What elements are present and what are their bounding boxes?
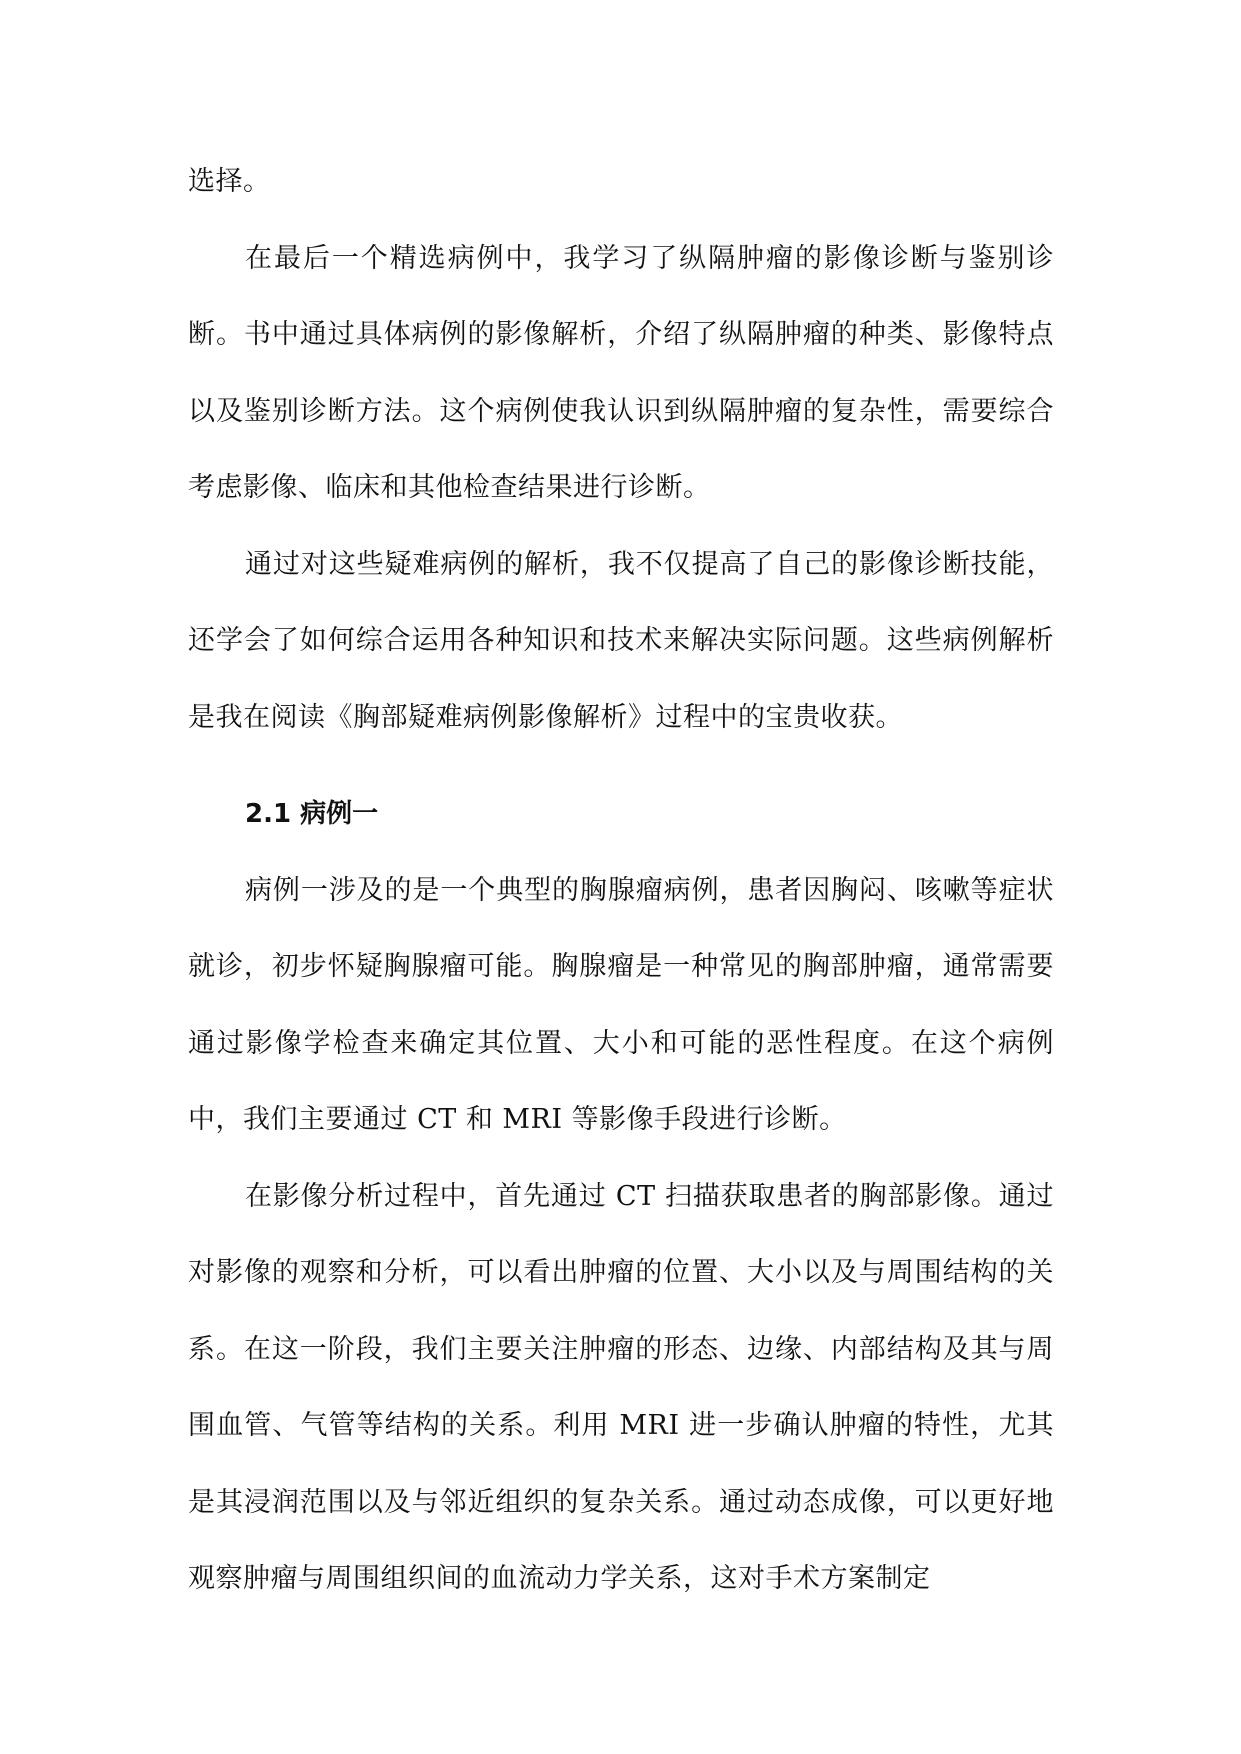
paragraph-mediastinal-tumor: 在最后一个精选病例中，我学习了纵隔肿瘤的影像诊断与鉴别诊断。书中通过具体病例的影像解析，介绍了纵隔肿瘤的种类、影像特点以及鉴别诊断方法。这个病例使我认识到纵隔肿瘤的复杂性，需要综合考虑影像、临床和其他检查结果进行诊断。 [188,242,1054,503]
paragraph-summary: 通过对这些疑难病例的解析，我不仅提高了自己的影像诊断技能，还学会了如何综合运用各种知识和技术来解决实际问题。这些病例解析是我在阅读《胸部疑难病例影像解析》过程中的宝贵收获。 [188,548,1054,733]
section-heading: 2.1 病例一 [245,799,379,829]
paragraph-continuation: 选择。 [188,166,271,197]
document-body [188,144,1054,1618]
paragraph-case-intro: 病例一涉及的是一个典型的胸腺瘤病例，患者因胸闷、咳嗽等症状就诊，初步怀疑胸腺瘤可能。胸腺瘤是一种常见的胸部肿瘤，通常需要通过影像学检查来确定其位置、大小和可能的恶性程度。在这个病例中，我们主要通过 CT 和 MRI 等影像手段进行诊断。 [188,874,1054,1135]
paragraph-imaging-analysis: 在影像分析过程中，首先通过 CT 扫描获取患者的胸部影像。通过对影像的观察和分析，可以看出肿瘤的位置、大小以及与周围结构的关系。在这一阶段，我们主要关注肿瘤的形态、边缘、内部结构及其与周围血管、气管等结构的关系。利用 MRI 进一步确认肿瘤的特性，尤其是其浸润范围以及与邻近组织的复杂关系。通过动态成像，可以更好地观察肿瘤与周围组织间的血流动力学关系，这对手术方案制定 [188,1180,1054,1594]
